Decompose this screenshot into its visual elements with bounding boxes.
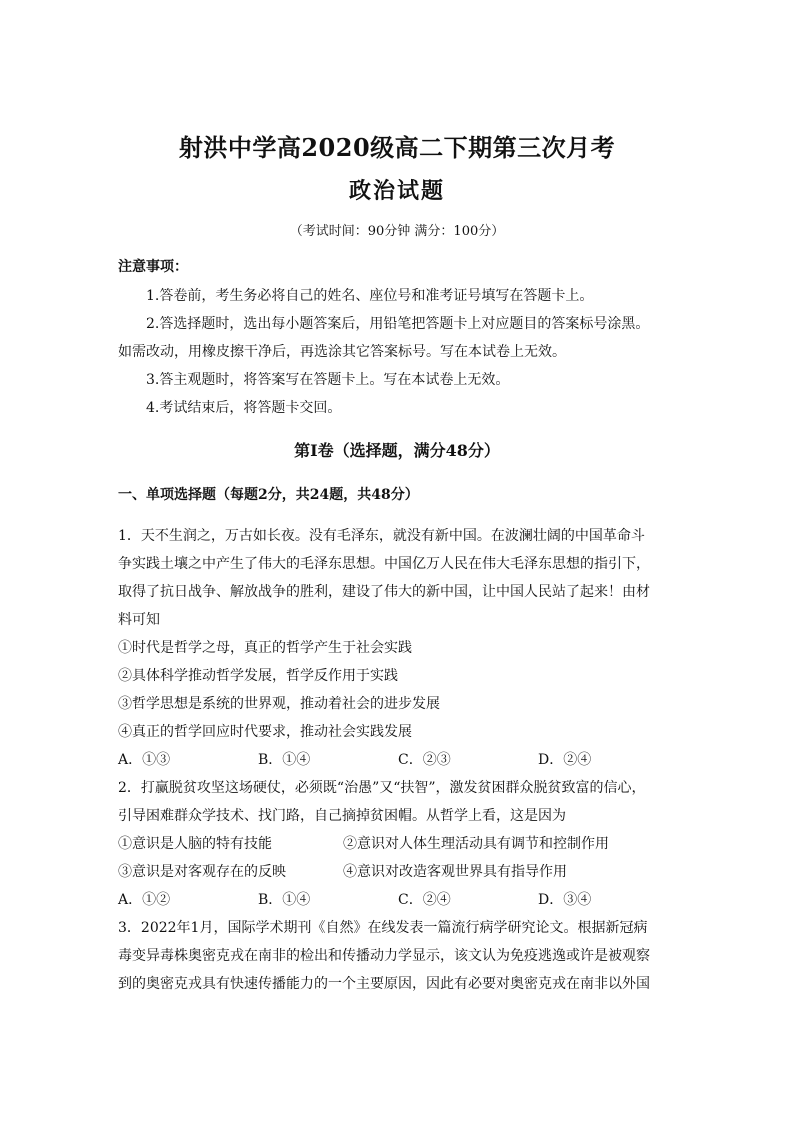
question-2 — [118, 774, 678, 914]
part-heading: 一、单项选择题（每题2分，共24题，共48分） — [118, 487, 419, 503]
choice-b: B．①④ — [258, 752, 311, 768]
statement: ②具体科学推动哲学发展，哲学反作用于实践 — [118, 668, 398, 684]
question-stem-line: 料可知 — [118, 612, 160, 628]
notice-item: 3.答主观题时，将答案写在答题卡上。写在本试卷上无效。 — [146, 372, 510, 388]
choice-d: D．③④ — [538, 892, 592, 908]
statement: ②意识对人体生理活动具有调节和控制作用 — [343, 836, 609, 852]
question-stem-line: 到的奥密克戎具有快速传播能力的一个主要原因，因此有必要对奥密克戎在南非以外国 — [118, 976, 650, 992]
exam-subject: 政治试题 — [348, 178, 445, 204]
notice-list — [118, 282, 678, 422]
notice-item: 2.答选择题时，选出每小题答案后，用铅笔把答题卡上对应题目的答案标号涂黑。 — [146, 316, 650, 332]
statement: ③意识是对客观存在的反映 — [118, 864, 286, 880]
question-3 — [118, 914, 678, 998]
question-stem-line: 毒变异毒株奥密克戎在南非的检出和传播动力学显示，该文认为免疫逃逸或许是被观察 — [118, 948, 650, 964]
statement-row — [118, 830, 678, 858]
statement: ④意识对改造客观世界具有指导作用 — [343, 864, 567, 880]
section-title: 第Ⅰ卷（选择题，满分48分） — [294, 441, 500, 460]
notice-item: 1.答卷前，考生务必将自己的姓名、座位号和准考证号填写在答题卡上。 — [146, 288, 594, 304]
statement: ③哲学思想是系统的世界观，推动着社会的进步发展 — [118, 696, 440, 712]
question-1 — [118, 522, 678, 774]
notice-heading: 注意事项： — [118, 259, 188, 275]
exam-time-and-score: （考试时间：90分钟 满分：100分） — [289, 224, 505, 239]
statement: ①时代是哲学之母，真正的哲学产生于社会实践 — [118, 640, 412, 656]
question-stem-line: 引导困难群众学技术、找门路，自己摘掉贫困帽。从哲学上看，这是因为 — [118, 808, 566, 824]
choice-c: C．②④ — [398, 892, 451, 908]
choice-a: A．①② — [118, 892, 171, 908]
answer-choices — [118, 746, 678, 774]
exam-title: 射洪中学高2020级高二下期第三次月考 — [178, 133, 616, 162]
choice-b: B．①④ — [258, 892, 311, 908]
question-stem-line: 争实践土壤之中产生了伟大的毛泽东思想。中国亿万人民在伟大毛泽东思想的指引下， — [118, 556, 650, 572]
question-stem-line: 3．2022年1月，国际学术期刊《自然》在线发表一篇流行病学研究论文。根据新冠病 — [118, 920, 648, 936]
question-stem-line: 取得了抗日战争、解放战争的胜利，建设了伟大的新中国，让中国人民站了起来！由材 — [118, 584, 650, 600]
notice-item: 如需改动，用橡皮擦干净后，再选涂其它答案标号。写在本试卷上无效。 — [118, 344, 566, 360]
statement: ①意识是人脑的特有技能 — [118, 836, 272, 852]
question-stem-line: 1．天不生润之，万古如长夜。没有毛泽东，就没有新中国。在波澜壮阔的中国革命斗 — [118, 528, 645, 544]
choice-a: A．①③ — [118, 752, 171, 768]
answer-choices — [118, 886, 678, 914]
notice-item: 4.考试结束后，将答题卡交回。 — [146, 400, 342, 416]
choice-d: D．②④ — [538, 752, 592, 768]
statement: ④真正的哲学回应时代要求，推动社会实践发展 — [118, 724, 412, 740]
choice-c: C．②③ — [398, 752, 451, 768]
question-stem-line: 2．打赢脱贫攻坚这场硬仗，必须既“治愚”又“扶智”，激发贫困群众脱贫致富的信心， — [118, 780, 646, 796]
statement-row — [118, 858, 678, 886]
